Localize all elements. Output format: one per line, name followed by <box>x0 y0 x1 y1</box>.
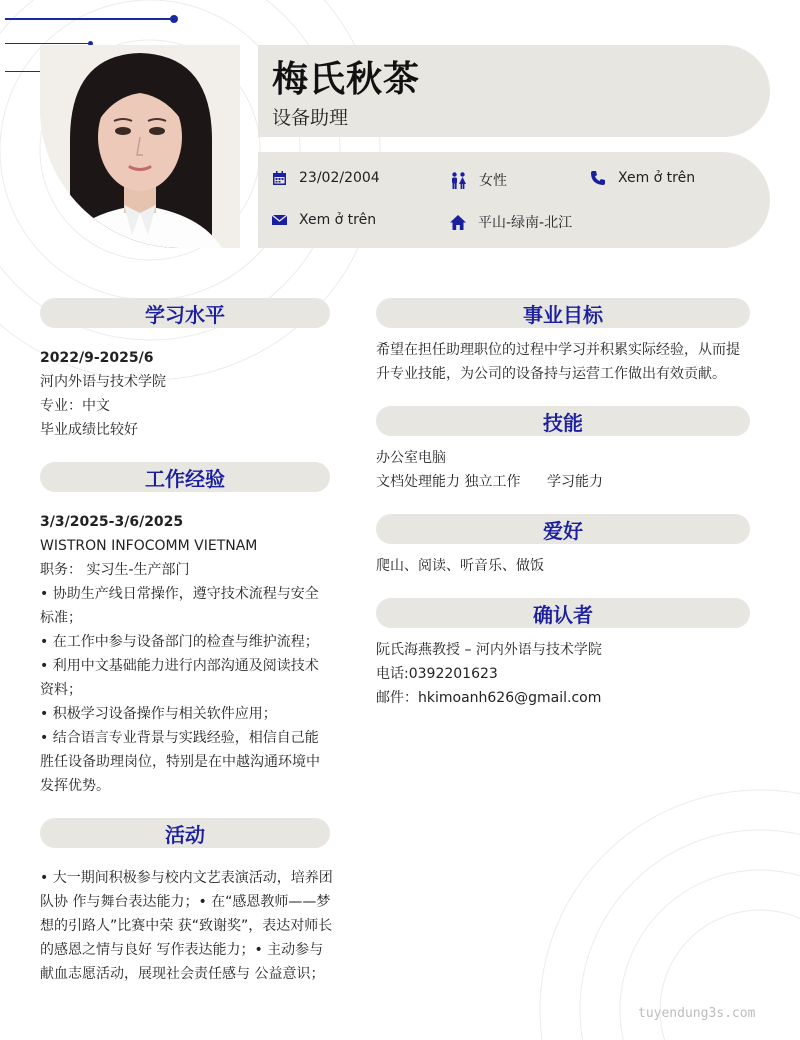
activities-heading: 活动 <box>40 818 330 848</box>
reference-email: 邮件：hkimoanh626@gmail.com <box>376 690 602 706</box>
name-panel <box>258 45 770 137</box>
gender: 女性 <box>479 173 507 189</box>
education-major: 专业：中文 <box>40 398 110 414</box>
mail-icon <box>272 214 287 226</box>
home-icon <box>450 215 466 230</box>
skills-line-2a: 文档处理能力 独立工作 <box>376 474 521 490</box>
email: Xem ở trên <box>299 212 377 228</box>
address: 平山-绿南-北江 <box>478 215 573 231</box>
experience-bullet-5: • 结合语言专业背景与实践经验，相信自己能 胜任设备助理岗位，特别是在中越沟通环境中 发挥优势。 <box>40 730 320 794</box>
contact-panel <box>258 152 770 248</box>
reference-phone: 电话:0392201623 <box>376 666 498 682</box>
education-result: 毕业成绩比较好 <box>40 422 138 438</box>
phone: Xem ở trên <box>618 170 696 186</box>
education-heading: 学习水平 <box>40 298 330 328</box>
hobbies-heading: 爱好 <box>376 514 750 544</box>
experience-period: 3/3/2025-3/6/2025 <box>40 514 184 530</box>
birth-date: 23/02/2004 <box>299 170 380 186</box>
decor-dot-1 <box>170 15 178 23</box>
experience-bullet-3: • 利用中文基础能力进行内部沟通及阅读技术 资料； <box>40 658 319 698</box>
experience-bullet-4: • 积极学习设备操作与相关软件应用； <box>40 706 277 722</box>
person-name: 梅氏秋茶 <box>272 59 421 100</box>
decor-line-1 <box>5 18 175 20</box>
address-item <box>450 212 572 232</box>
skills-line-1: 办公室电脑 <box>376 450 446 466</box>
experience-position: 职务： 实习生-生产部门 <box>40 562 190 578</box>
reference-heading: 确认者 <box>376 598 750 628</box>
profile-photo <box>40 45 240 248</box>
education-period: 2022/9-2025/6 <box>40 350 154 366</box>
experience-heading: 工作经验 <box>40 462 330 492</box>
education-school: 河内外语与技术学院 <box>40 374 166 390</box>
birth-date-item <box>272 170 380 186</box>
calendar-icon <box>272 171 287 186</box>
objective-text: 希望在担任助理职位的过程中学习并积累实际经验，从而提 升专业技能，为公司的设备持与运营工作做出有效贡献。 <box>376 342 740 382</box>
skills-line-2b: 学习能力 <box>547 474 603 490</box>
skills-heading: 技能 <box>376 406 750 436</box>
gender-item <box>450 170 507 190</box>
experience-bullet-2: • 在工作中参与设备部门的检查与维护流程； <box>40 634 319 650</box>
hobbies-text: 爬山、阅读、听音乐、做饭 <box>376 558 544 574</box>
email-item <box>272 212 376 228</box>
experience-bullet-1: • 协助生产线日常操作，遵守技术流程与安全 标准； <box>40 586 319 626</box>
activities-text: • 大一期间积极参与校内文艺表演活动，培养团 队协 作与舞台表达能力；• 在“感恩教师——梦 想的引路人”比赛中荣 获“致谢奖”，表达对师长 的感恩之情与良好 写作表达能力；• 主动参与 献血志愿活动，展现社会责任感与 公益意识； <box>40 870 333 982</box>
job-title: 设备助理 <box>272 107 349 129</box>
phone-item <box>590 170 695 186</box>
decor-line-2 <box>5 43 90 44</box>
phone-icon <box>590 170 606 186</box>
experience-bullets <box>40 582 340 798</box>
watermark: tuyendung3s.com <box>638 1006 756 1021</box>
objective-heading: 事业目标 <box>376 298 750 328</box>
experience-company: WISTRON INFOCOMM VIETNAM <box>40 538 258 554</box>
reference-person: 阮氏海燕教授 – 河内外语与技术学院 <box>376 642 602 658</box>
gender-icon <box>450 172 467 189</box>
